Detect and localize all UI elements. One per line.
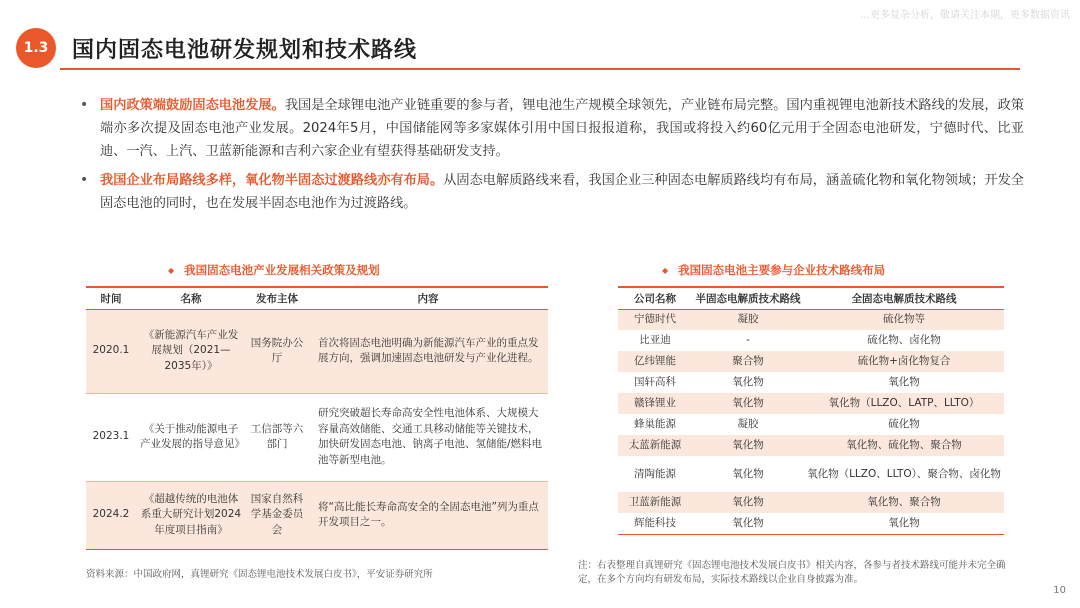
cell-semi-route: 氧化物 <box>732 467 764 480</box>
cell-semi-route: 氧化物 <box>732 376 764 388</box>
cell-full-route: 氧化物、硫化物、聚合物 <box>804 435 1004 456</box>
page-number: 10 <box>1053 585 1066 596</box>
cell-publisher: 国务院办公厅 <box>246 309 308 393</box>
table-row <box>618 372 1004 393</box>
policy-table-title: ◆ 我国固态电池产业发展相关政策及规划 <box>168 263 380 277</box>
table-row <box>618 330 1004 351</box>
company-table <box>618 286 1004 535</box>
table-row <box>618 435 1004 456</box>
cell-content: 首次将固态电池明确为新能源汽车产业的重点发展方向，强调加速固态电池研发与产业化进程。 <box>308 309 548 393</box>
diamond-icon: ◆ <box>662 266 669 275</box>
cell-full-route: 氧化物（LLZO、LATP、LLTO） <box>804 393 1004 414</box>
column-header: 公司名称 <box>618 287 692 309</box>
source-note: 资料来源：中国政府网，真锂研究《固态锂电池技术发展白皮书》，平安证券研究所 <box>86 569 433 580</box>
table-row <box>86 309 548 393</box>
table-header-row <box>618 287 1004 309</box>
column-header: 半固态电解质技术路线 <box>692 287 804 309</box>
bullet-highlight: 国内政策端鼓励固态电池发展。 <box>100 98 285 113</box>
column-header: 时间 <box>86 287 136 309</box>
cell-full-route: 硫化物、卤化物 <box>867 334 941 346</box>
cell-time: 2023.1 <box>86 393 136 481</box>
bullet-text: 我国是全球锂电池产业链重要的参与者，锂电池生产规模全球领先，产业链布局完整。国内重视锂电池新技术路线的发展，政策端亦多次提及固态电池产业发展。2024年5月，中国储能网等多家媒体引用中国日报报道称，我国或将投入约60亿元用于全固态电池研发，宁德时代、比亚迪、一汽、上汽、卫蓝新能源和吉利六家企业有望获得基础研发支持。 <box>100 98 1025 159</box>
table-row <box>86 393 548 481</box>
table-header-row <box>86 287 548 309</box>
cell-full-route: 氧化物（LLZO、LLTO）、聚合物、卤化物 <box>807 467 1001 480</box>
page-title: 国内固态电池研发规划和技术路线 <box>72 38 418 63</box>
cell-company: 蜂巢能源 <box>634 418 676 430</box>
cell-semi-route: 氧化物 <box>732 516 764 529</box>
company-table-title: ◆ 我国固态电池主要参与企业技术路线布局 <box>662 263 886 277</box>
cell-semi-route: 聚合物 <box>692 351 804 372</box>
cell-full-route: 硫化物 <box>888 418 920 430</box>
cell-company: 宁德时代 <box>618 309 692 330</box>
cell-semi-route: 氧化物 <box>692 435 804 456</box>
cell-company: 国轩高科 <box>634 376 676 388</box>
bullet-dot-icon: • <box>80 97 89 113</box>
cell-semi-route: 凝胶 <box>692 309 804 330</box>
bullet-dot-icon: • <box>80 172 89 188</box>
bullet-item <box>74 169 1024 215</box>
cell-name: 《超越传统的电池体系重大研究计划2024年度项目指南》 <box>136 481 246 549</box>
cell-company: 卫蓝新能源 <box>618 492 692 513</box>
cell-name: 《新能源汽车产业发展规划（2021—2035年）》 <box>136 309 246 393</box>
column-header: 名称 <box>136 287 246 309</box>
bullet-highlight: 我国企业布局路线多样，氧化物半固态过渡路线亦有布局。 <box>100 173 444 188</box>
title-divider <box>60 68 1020 70</box>
section-badge: 1.3 <box>16 28 56 68</box>
column-header: 发布主体 <box>246 287 308 309</box>
cell-time: 2020.1 <box>86 309 136 393</box>
cell-semi-route: 凝胶 <box>737 418 759 430</box>
bullet-item <box>74 94 1024 163</box>
table-row <box>618 513 1004 534</box>
diamond-icon: ◆ <box>168 266 175 275</box>
cell-publisher: 国家自然科学基金委员会 <box>246 481 308 549</box>
page-header <box>0 28 1080 70</box>
table-row <box>618 456 1004 492</box>
cell-company: 辉能科技 <box>634 516 676 529</box>
cell-full-route: 氧化物 <box>888 516 920 529</box>
column-header: 全固态电解质技术路线 <box>804 287 1004 309</box>
table-row <box>618 393 1004 414</box>
footnote: 注：右表整理自真锂研究《固态锂电池技术发展白皮书》相关内容，各参与者技术路线可能并未完全确定，在多个方向均有研发布局，实际技术路线以企业自身披露为准。 <box>578 560 1006 585</box>
cell-publisher: 工信部等六部门 <box>246 393 308 481</box>
table-row <box>618 351 1004 372</box>
table-row <box>618 414 1004 435</box>
bullet-text: 从固态电解质路线来看，我国企业三种固态电解质路线均有布局，涵盖硫化物和氧化物领域；开发全固态电池的同时，也在发展半固态电池作为过渡路线。 <box>100 173 1024 211</box>
table-row <box>618 492 1004 513</box>
cell-semi-route: 氧化物 <box>692 492 804 513</box>
cell-company: 太蓝新能源 <box>618 435 692 456</box>
cell-content: 研究突破超长寿命高安全性电池体系、大规模大容量高效储能、交通工具移动储能等关键技术，加快研发固态电池、钠离子电池、氢储能/燃料电池等新型电池。 <box>308 393 548 481</box>
cell-full-route: 氧化物、聚合物 <box>804 492 1004 513</box>
policy-table <box>86 286 548 550</box>
cell-full-route: 氧化物 <box>888 376 920 388</box>
column-header: 内容 <box>308 287 548 309</box>
bullet-list <box>74 94 1024 221</box>
cell-content: 将“高比能长寿命高安全的全固态电池”列为重点开发项目之一。 <box>308 481 548 549</box>
top-note: …更多复杂分析，敬请关注本期，更多数据资讯 <box>860 10 1070 21</box>
cell-full-route: 硫化物等 <box>804 309 1004 330</box>
cell-name: 《关于推动能源电子产业发展的指导意见》 <box>136 393 246 481</box>
cell-full-route: 硫化物+卤化物复合 <box>804 351 1004 372</box>
cell-semi-route: - <box>746 334 750 346</box>
cell-company: 清陶能源 <box>634 467 676 480</box>
table-row <box>618 309 1004 330</box>
cell-company: 亿纬锂能 <box>618 351 692 372</box>
cell-time: 2024.2 <box>86 481 136 549</box>
cell-company: 比亚迪 <box>639 334 671 346</box>
cell-company: 赣锋锂业 <box>618 393 692 414</box>
cell-semi-route: 氧化物 <box>692 393 804 414</box>
table-row <box>86 481 548 549</box>
